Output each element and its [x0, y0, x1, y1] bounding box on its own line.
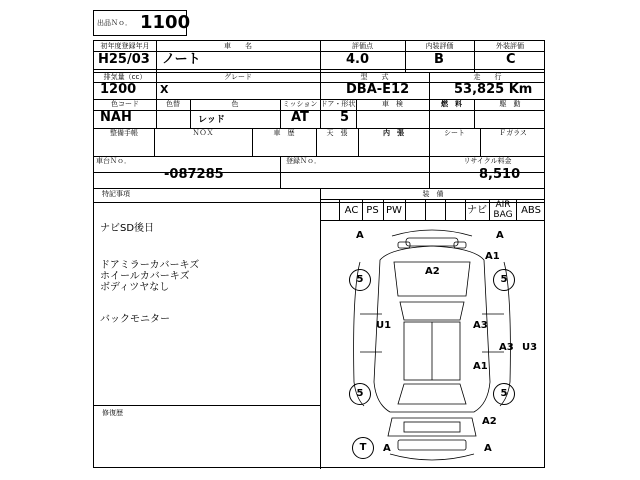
- recycle-label: リサイクル料金: [463, 157, 512, 165]
- displacement-value: 1200: [100, 82, 137, 97]
- equip-abs: ABS: [521, 205, 541, 216]
- mark-rear-right: A1: [473, 361, 488, 372]
- mark-right-door-c: U3: [522, 342, 538, 353]
- transmission-label: ミッション: [282, 100, 318, 108]
- score-value: 4.0: [346, 52, 370, 67]
- displacement-label: 排気量（cc）: [103, 73, 147, 81]
- mark-rear-bottom-right: A: [484, 443, 492, 454]
- fuel-label: 燃 料: [441, 100, 462, 108]
- mark-left-door: U1: [376, 320, 392, 331]
- interior-value: B: [434, 52, 444, 67]
- lot-number-box: [93, 10, 191, 36]
- color-code-label: 色コード: [111, 100, 139, 108]
- remarks-line-5: バックモニター: [100, 314, 170, 325]
- remarks-line-2: ドアミラーカバーキズ: [100, 260, 200, 271]
- exterior-label: 外装評価: [496, 42, 524, 50]
- doors-value: 5: [340, 110, 350, 125]
- color-code-value: NAH: [100, 110, 132, 125]
- inspection-label: 車 検: [382, 100, 403, 108]
- first-reg-label: 初年度登録年月: [100, 42, 150, 50]
- mark-tail-right: A2: [482, 416, 497, 427]
- grade-value: X: [160, 83, 169, 96]
- remarks-line-1: ナビSD後日: [100, 223, 155, 234]
- chassis-no-value: -087285: [164, 167, 224, 182]
- equipment-row: [320, 199, 545, 221]
- car-name-label: 車 名: [224, 42, 252, 50]
- equip-navi: ナビ: [467, 205, 487, 216]
- nox-label: ＮＯＸ: [192, 129, 214, 137]
- drive-label: 駆 動: [499, 100, 521, 108]
- remarks-label: 特記事項: [102, 190, 130, 198]
- seat-label: シート: [444, 129, 465, 137]
- equip-airbag: AIR BAG: [493, 200, 513, 220]
- mark-front-left: A: [356, 230, 364, 241]
- equip-ps: PS: [366, 205, 379, 216]
- spare-tire: T: [352, 437, 374, 459]
- model-value: DBA-E12: [346, 82, 410, 97]
- mark-right-door-b: A3: [499, 342, 514, 353]
- equip-pw: PW: [386, 205, 402, 216]
- mark-rear-bottom-left: A: [383, 443, 391, 454]
- color-value: レッド: [198, 115, 225, 125]
- color-label: 色: [231, 100, 239, 108]
- doors-shape-label: ドア・形状: [320, 100, 356, 108]
- tire-front-right: 5: [493, 269, 515, 291]
- equipment-label: 装 備: [422, 190, 444, 198]
- mark-front-right: A: [496, 230, 504, 241]
- grade-label: グレード: [224, 73, 252, 81]
- lot-label: 出品Ｎｏ．: [97, 19, 132, 27]
- history-label: 車 歴: [273, 129, 295, 137]
- model-label: 型 式: [360, 73, 389, 81]
- interior-label: 内装評価: [425, 42, 454, 50]
- mileage-label: 走 行: [473, 73, 502, 81]
- equip-ac: AC: [344, 205, 359, 216]
- ceiling-label: 天 張: [326, 129, 348, 137]
- tire-rear-left: 5: [349, 383, 371, 405]
- tire-front-left: 5: [349, 269, 371, 291]
- color-change-label: 色替: [166, 100, 180, 108]
- repair-label: 修復歴: [102, 409, 123, 417]
- remarks-line-3: ホイールカバーキズ: [100, 271, 190, 282]
- first-reg-value: H25/03: [98, 52, 150, 67]
- manual-label: 整備手帳: [110, 129, 138, 137]
- reg-no-label: 登録Ｎｏ．: [286, 157, 321, 165]
- recycle-value: 8,510: [479, 167, 521, 182]
- car-name-value: ノート: [162, 52, 201, 67]
- mark-right-door: A3: [473, 320, 488, 331]
- interior2-label: 内 張: [383, 129, 404, 137]
- remarks-line-4: ボディツヤなし: [100, 282, 170, 293]
- mileage-value: 53,825 Km: [454, 82, 533, 97]
- score-label: 評価点: [352, 42, 373, 50]
- transmission-value: AT: [291, 110, 309, 125]
- mark-fender-right: A1: [485, 251, 500, 262]
- exterior-value: C: [506, 52, 516, 67]
- glass-label: Ｆガラス: [499, 129, 527, 137]
- lot-number: 1100: [140, 12, 191, 33]
- mark-hood: A2: [425, 266, 440, 277]
- tire-rear-right: 5: [493, 383, 515, 405]
- chassis-no-label: 車台Ｎｏ．: [96, 157, 131, 165]
